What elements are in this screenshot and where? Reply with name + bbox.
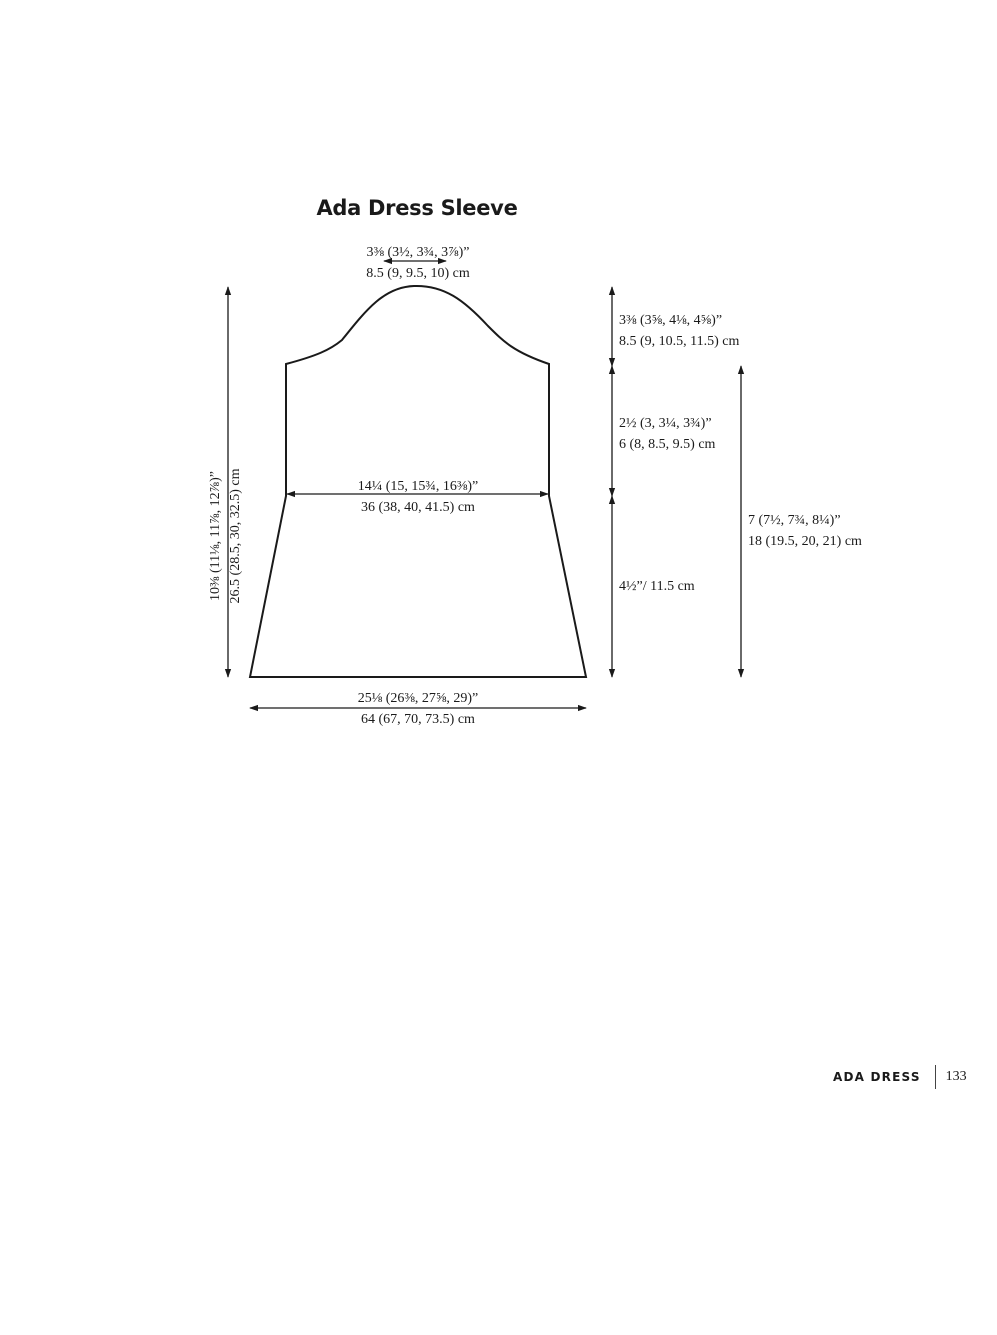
total-length-label xyxy=(206,386,246,686)
cap-height-imperial: 3⅜ (3⅝, 4⅛, 4⅝)” xyxy=(619,313,723,328)
underarm-length-label xyxy=(748,510,862,552)
cap-top-metric: 8.5 (9, 9.5, 10) cm xyxy=(366,266,470,281)
upper-sleeve-metric: 6 (8, 8.5, 9.5) cm xyxy=(619,437,716,452)
cap-top-label xyxy=(366,242,469,284)
upper-width-metric: 36 (38, 40, 41.5) cm xyxy=(361,500,475,515)
bottom-width-imperial: 25⅛ (26⅜, 27⅝, 29)” xyxy=(357,691,479,706)
upper-width-imperial: 14¼ (15, 15¾, 16⅜)” xyxy=(357,479,479,494)
flare-length-label: 4½”/ 11.5 cm xyxy=(619,579,695,594)
footer-section-title: ADA DRESS xyxy=(833,1070,921,1084)
cap-height-label xyxy=(619,310,739,352)
upper-sleeve-label xyxy=(619,413,715,455)
bottom-width-metric: 64 (67, 70, 73.5) cm xyxy=(361,712,475,727)
upper-width-label xyxy=(358,476,479,518)
page-number: 133 xyxy=(945,1069,967,1084)
upper-sleeve-imperial: 2½ (3, 3¼, 3¾)” xyxy=(619,416,712,431)
total-length-metric: 26.5 (28.5, 30, 32.5) cm xyxy=(228,468,243,604)
diagram-title: Ada Dress Sleeve xyxy=(316,196,518,220)
cap-height-metric: 8.5 (9, 10.5, 11.5) cm xyxy=(619,334,740,349)
page-footer xyxy=(833,1066,967,1088)
total-length-imperial: 10⅜ (11⅛, 11⅞, 12⅞)” xyxy=(208,471,223,601)
underarm-length-metric: 18 (19.5, 20, 21) cm xyxy=(748,534,862,549)
underarm-length-imperial: 7 (7½, 7¾, 8¼)” xyxy=(748,513,841,528)
footer-divider xyxy=(935,1065,936,1089)
bottom-width-label xyxy=(358,688,479,730)
cap-top-imperial: 3⅜ (3½, 3¾, 3⅞)” xyxy=(366,245,470,260)
